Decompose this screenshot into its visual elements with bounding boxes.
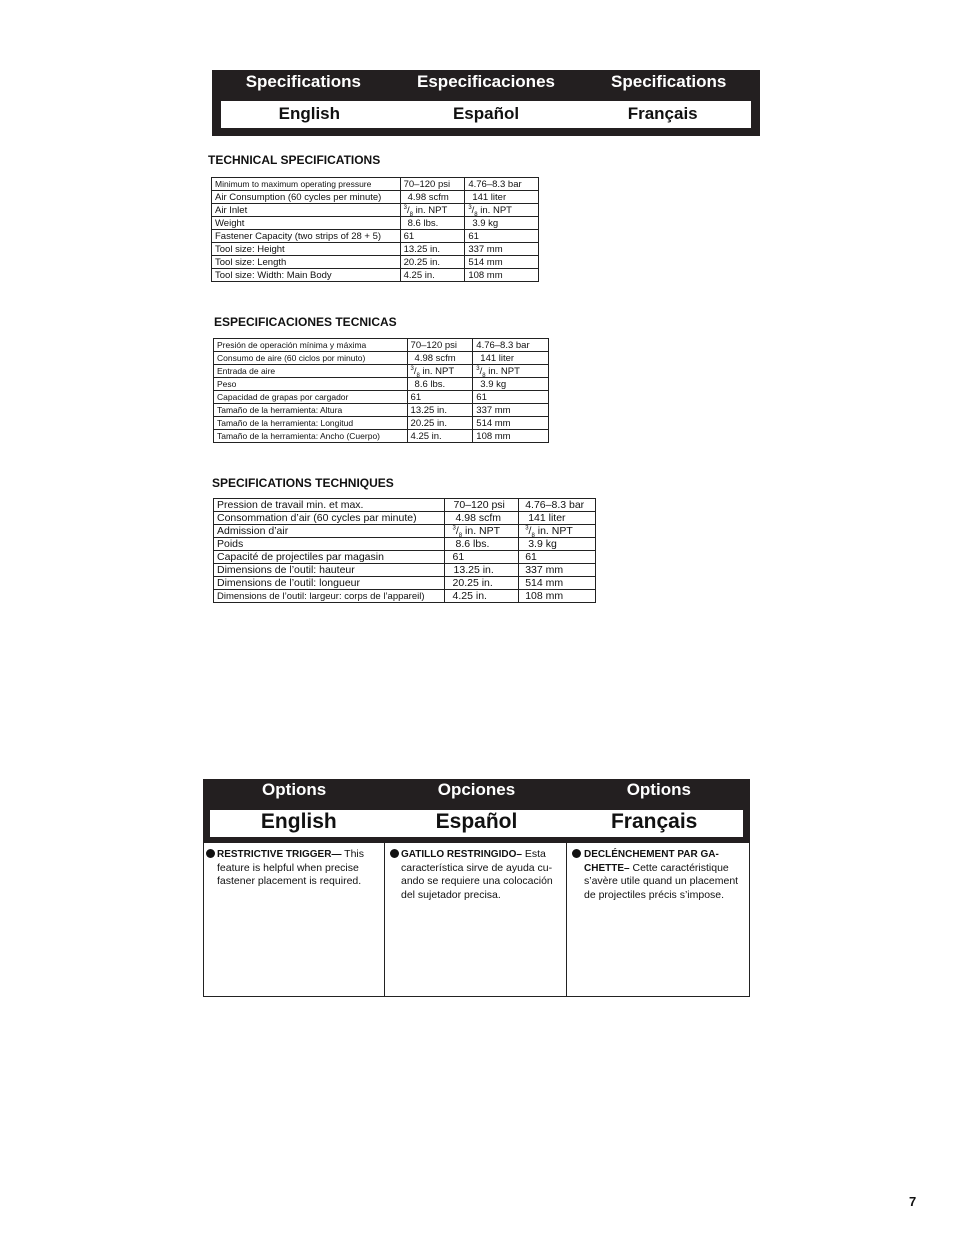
bullet-icon [206, 849, 215, 858]
specifications-language-row [221, 101, 751, 128]
table-row [214, 378, 549, 391]
spec-value-imperial: 8.6 lbs. [444, 538, 519, 551]
spec-value-imperial: 8.6 lbs. [407, 378, 473, 391]
spec-label: Tool size: Width: Main Body [212, 269, 401, 282]
spec-value-imperial: 20.25 in. [407, 417, 473, 430]
page-number: 7 [909, 1194, 917, 1209]
spec-label: Air Inlet [212, 204, 401, 217]
spec-value-imperial: 4.98 scfm [444, 512, 519, 525]
table-row [214, 404, 549, 417]
spec-label: Tamaño de la herramienta: Longitud [214, 417, 408, 430]
spec-value-metric: 141 liter [465, 191, 539, 204]
technical-specifications-table [211, 177, 539, 282]
table-row [214, 512, 596, 525]
spec-label: Tool size: Height [212, 243, 401, 256]
options-language-row [210, 810, 743, 837]
options-title-es: Opciones [437, 780, 516, 799]
table-row [212, 204, 539, 217]
spec-value-metric: 337 mm [465, 243, 539, 256]
spec-label: Minimum to maximum operating pressure [212, 178, 401, 191]
table-row [214, 430, 549, 443]
spec-value-imperial: 4.98 scfm [400, 191, 465, 204]
spec-value-metric: 108 mm [473, 430, 549, 443]
options-header-banner [203, 779, 750, 843]
spec-label: Dimensions de l’outil: largeur: corps de l’appareil) [214, 590, 445, 603]
table-row [212, 269, 539, 282]
spec-label: Entrada de aire [214, 365, 408, 378]
table-row [214, 538, 596, 551]
spec-label: Capacité de projectiles par magasin [214, 551, 445, 564]
option-column-es [384, 843, 566, 996]
table-row [214, 339, 549, 352]
especificaciones-tecnicas-table [213, 338, 549, 443]
spec-value-imperial: 4.25 in. [400, 269, 465, 282]
spec-label: Fastener Capacity (two strips of 28 + 5) [212, 230, 401, 243]
spec-label: Peso [214, 378, 408, 391]
spec-label: Capacidad de grapas por cargador [214, 391, 408, 404]
spec-label: Dimensions de l’outil: hauteur [214, 564, 445, 577]
spec-label: Dimensions de l’outil: longueur [214, 577, 445, 590]
option-text-fr: DECLÉNCHEMENT PAR GA- CHETTE– Cette caractéristique s’avère utile quand un placement de projectiles précis s’impose. [584, 849, 739, 901]
table-row [212, 191, 539, 204]
spec-label: Pression de travail min. et max. [214, 499, 445, 512]
bullet-icon [390, 849, 399, 858]
spec-label: Tamaño de la herramienta: Ancho (Cuerpo) [214, 430, 408, 443]
spec-value-metric: 514 mm [519, 577, 596, 590]
spec-title-en: Specifications [245, 72, 361, 91]
especificaciones-tecnicas-title: ESPECIFICACIONES TECNICAS [214, 315, 397, 329]
table-row [214, 551, 596, 564]
table-row [214, 391, 549, 404]
spec-value-metric: 4.76–8.3 bar [465, 178, 539, 191]
table-row [212, 178, 539, 191]
spec-value-imperial: 13.25 in. [407, 404, 473, 417]
spec-value-imperial: 70–120 psi [400, 178, 465, 191]
table-row [212, 230, 539, 243]
spec-label: Consommation d’air (60 cycles par minute) [214, 512, 445, 525]
spec-title-es: Especificaciones [417, 72, 555, 91]
spec-label: Tool size: Length [212, 256, 401, 269]
spec-label: Presión de operación mínima y máxima [214, 339, 408, 352]
options-lang-en: English [260, 810, 337, 833]
spec-value-imperial: 20.25 in. [444, 577, 519, 590]
table-row [214, 417, 549, 430]
spec-value-imperial: 61 [400, 230, 465, 243]
options-title-fr: Options [626, 780, 691, 799]
spec-value-metric: 337 mm [519, 564, 596, 577]
table-row [214, 577, 596, 590]
options-title-row [203, 779, 750, 807]
spec-value-metric: $^3/_8$ in. NPT [465, 204, 539, 217]
spec-value-imperial: 70–120 psi [444, 499, 519, 512]
spec-value-metric: 61 [519, 551, 596, 564]
spec-value-metric: 4.76–8.3 bar [473, 339, 549, 352]
table-row [214, 590, 596, 603]
spec-label: Consumo de aire (60 ciclos por minuto) [214, 352, 408, 365]
spec-value-imperial: 70–120 psi [407, 339, 473, 352]
spec-value-metric: $^3/_8$ in. NPT [473, 365, 549, 378]
spec-value-metric: 3.9 kg [519, 538, 596, 551]
spec-value-metric: 141 liter [473, 352, 549, 365]
spec-label: Admission d’air [214, 525, 445, 538]
spec-value-imperial: 4.98 scfm [407, 352, 473, 365]
option-column-en [204, 843, 384, 996]
spec-value-metric: 514 mm [465, 256, 539, 269]
options-lang-fr: Français [610, 810, 698, 833]
spec-value-metric: 108 mm [519, 590, 596, 603]
spec-value-metric: 4.76–8.3 bar [519, 499, 596, 512]
spec-value-imperial: 13.25 in. [400, 243, 465, 256]
spec-label: Weight [212, 217, 401, 230]
spec-value-imperial: 4.25 in. [444, 590, 519, 603]
spec-value-imperial: 4.25 in. [407, 430, 473, 443]
bullet-icon [572, 849, 581, 858]
spec-value-metric: 514 mm [473, 417, 549, 430]
options-box [203, 843, 750, 997]
table-row [212, 243, 539, 256]
option-text-en: RESTRICTIVE TRIGGER— This feature is helpful when precise fastener placement is required. [217, 848, 365, 887]
spec-value-imperial: 61 [444, 551, 519, 564]
table-row [212, 256, 539, 269]
option-text-es: GATILLO RESTRINGIDO– Esta característica sirve de ayuda cu- ando se requiere una colocación del sujetador precisa. [401, 848, 553, 901]
specifications-title-row [212, 70, 760, 98]
options-title-en: Options [262, 780, 327, 799]
specifications-techniques-title: SPECIFICATIONS TECHNIQUES [212, 476, 394, 490]
spec-lang-en: English [278, 104, 341, 123]
spec-value-imperial: 20.25 in. [400, 256, 465, 269]
specifications-techniques-table [213, 498, 596, 603]
table-row [214, 564, 596, 577]
spec-value-metric: 337 mm [473, 404, 549, 417]
technical-specifications-title: TECHNICAL SPECIFICATIONS [208, 153, 381, 167]
option-column-fr [566, 843, 749, 996]
spec-value-imperial: 8.6 lbs. [400, 217, 465, 230]
spec-label: Air Consumption (60 cycles per minute) [212, 191, 401, 204]
spec-value-metric: 3.9 kg [473, 378, 549, 391]
spec-lang-fr: Français [627, 104, 698, 123]
spec-value-imperial: 13.25 in. [444, 564, 519, 577]
options-lang-es: Español [435, 810, 518, 833]
spec-value-imperial: $^3/_8$ in. NPT [400, 204, 465, 217]
spec-lang-es: Español [452, 104, 520, 123]
spec-value-imperial: $^3/_8$ in. NPT [444, 525, 519, 538]
table-row [214, 525, 596, 538]
table-row [212, 217, 539, 230]
spec-value-metric: 108 mm [465, 269, 539, 282]
spec-label: Tamaño de la herramienta: Altura [214, 404, 408, 417]
spec-title-fr: Specifications [611, 72, 727, 91]
spec-value-metric: 61 [473, 391, 549, 404]
table-row [214, 499, 596, 512]
spec-value-metric: 3.9 kg [465, 217, 539, 230]
table-row [214, 352, 549, 365]
table-row [214, 365, 549, 378]
spec-label: Poids [214, 538, 445, 551]
spec-value-imperial: 61 [407, 391, 473, 404]
spec-value-metric: 61 [465, 230, 539, 243]
specifications-header-banner [212, 70, 760, 136]
spec-value-imperial: $^3/_8$ in. NPT [407, 365, 473, 378]
spec-value-metric: $^3/_8$ in. NPT [519, 525, 596, 538]
spec-value-metric: 141 liter [519, 512, 596, 525]
